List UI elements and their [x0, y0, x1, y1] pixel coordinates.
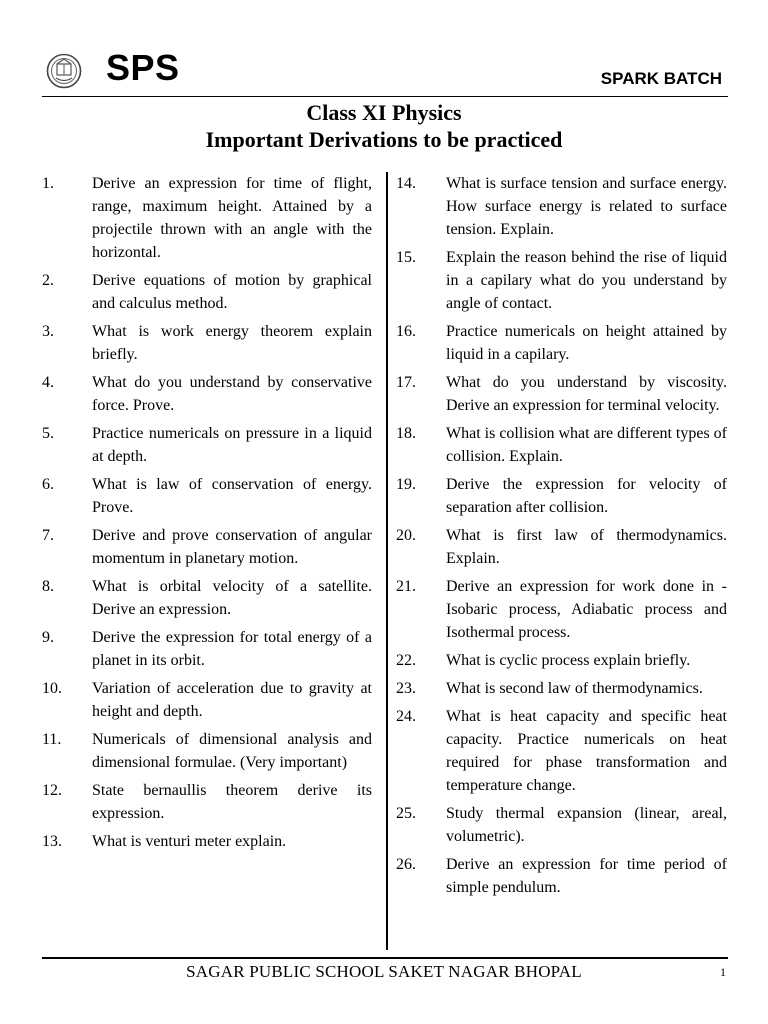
question-text: Derive an expression for time of flight, range, maximum height. Attained by a projectile thrown with an angle with the horizontal.	[92, 175, 372, 261]
question-item	[42, 269, 372, 315]
question-item	[396, 246, 727, 315]
question-item	[396, 677, 727, 700]
question-item	[396, 473, 727, 519]
question-number: 14.	[396, 175, 416, 192]
question-text: What is second law of thermodynamics.	[446, 680, 703, 697]
footer-school-name: SAGAR PUBLIC SCHOOL SAKET NAGAR BHOPAL	[186, 962, 582, 981]
question-text: Practice numericals on height attained by liquid in a capilary.	[446, 323, 727, 363]
question-text: What is surface tension and surface energy. How surface energy is related to surface tension. Explain.	[446, 175, 727, 238]
question-number: 20.	[396, 527, 416, 544]
question-text: Derive and prove conservation of angular momentum in planetary motion.	[92, 527, 372, 567]
question-number: 5.	[42, 425, 54, 442]
question-number: 12.	[42, 782, 62, 799]
question-item	[42, 172, 372, 264]
question-text: What do you understand by conservative force. Prove.	[92, 374, 372, 414]
question-number: 16.	[396, 323, 416, 340]
column-divider	[386, 172, 388, 950]
question-number: 3.	[42, 323, 54, 340]
question-number: 18.	[396, 425, 416, 442]
page-header	[42, 47, 728, 97]
school-emblem-icon	[46, 53, 82, 89]
question-item	[42, 320, 372, 366]
question-number: 10.	[42, 680, 62, 697]
question-number: 24.	[396, 708, 416, 725]
question-item	[42, 728, 372, 774]
question-number: 26.	[396, 856, 416, 873]
right-question-list	[396, 172, 727, 904]
question-item	[396, 802, 727, 848]
question-text: What is venturi meter explain.	[92, 833, 287, 850]
question-text: Derive the expression for velocity of separation after collision.	[446, 476, 727, 516]
question-item	[396, 524, 727, 570]
question-number: 4.	[42, 374, 54, 391]
footer-divider	[42, 957, 728, 959]
question-text: What do you understand by viscosity. Derive an expression for terminal velocity.	[446, 374, 727, 414]
brand-logo-text: SPS	[106, 47, 180, 88]
question-number: 25.	[396, 805, 416, 822]
question-item	[42, 371, 372, 417]
question-text: State bernaullis theorem derive its expression.	[92, 782, 372, 822]
question-item	[396, 649, 727, 672]
question-item	[396, 575, 727, 644]
question-number: 22.	[396, 652, 416, 669]
question-item	[42, 575, 372, 621]
question-number: 19.	[396, 476, 416, 493]
question-text: What is first law of thermodynamics. Explain.	[446, 527, 727, 567]
question-number: 9.	[42, 629, 54, 646]
question-text: What is orbital velocity of a satellite. Derive an expression.	[92, 578, 372, 618]
question-item	[396, 320, 727, 366]
question-number: 7.	[42, 527, 54, 544]
question-text: Derive an expression for time period of simple pendulum.	[446, 856, 727, 896]
question-item	[396, 853, 727, 899]
question-item	[42, 524, 372, 570]
question-item	[396, 172, 727, 241]
question-text: What is cyclic process explain briefly.	[446, 652, 691, 669]
question-item	[396, 422, 727, 468]
question-item	[42, 626, 372, 672]
question-text: Variation of acceleration due to gravity at height and depth.	[92, 680, 372, 720]
question-item	[42, 830, 372, 853]
question-number: 8.	[42, 578, 54, 595]
question-number: 2.	[42, 272, 54, 289]
question-text: What is collision what are different types of collision. Explain.	[446, 425, 727, 465]
page-number: 1	[720, 965, 726, 979]
question-number: 13.	[42, 833, 62, 850]
question-number: 17.	[396, 374, 416, 391]
question-text: Numericals of dimensional analysis and dimensional formulae. (Very important)	[92, 731, 372, 771]
left-question-list	[42, 172, 372, 858]
question-text: What is work energy theorem explain briefly.	[92, 323, 372, 363]
question-number: 6.	[42, 476, 54, 493]
question-text: Derive equations of motion by graphical and calculus method.	[92, 272, 372, 312]
document-subtitle: Important Derivations to be practiced	[205, 127, 563, 152]
question-text: Derive an expression for work done in - Isobaric process, Adiabatic process and Isothermal process.	[446, 578, 727, 641]
question-text: What is law of conservation of energy. Prove.	[92, 476, 372, 516]
question-text: What is heat capacity and specific heat capacity. Practice numericals on heat required for phase transformation and temperature change.	[446, 708, 727, 794]
question-number: 11.	[42, 731, 62, 748]
question-text: Study thermal expansion (linear, areal, volumetric).	[446, 805, 727, 845]
question-number: 15.	[396, 249, 416, 266]
question-number: 23.	[396, 680, 416, 697]
batch-label: SPARK BATCH	[600, 69, 722, 88]
question-item	[396, 705, 727, 797]
question-item	[396, 371, 727, 417]
question-item	[42, 779, 372, 825]
question-text: Practice numericals on pressure in a liquid at depth.	[92, 425, 372, 465]
question-item	[42, 473, 372, 519]
question-number: 1.	[42, 175, 54, 192]
question-number: 21.	[396, 578, 416, 595]
question-text: Explain the reason behind the rise of liquid in a capilary what do you understand by angle of contact.	[446, 249, 727, 312]
question-item	[42, 677, 372, 723]
question-text: Derive the expression for total energy of a planet in its orbit.	[92, 629, 372, 669]
question-item	[42, 422, 372, 468]
document-title: Class XI Physics	[306, 100, 462, 125]
